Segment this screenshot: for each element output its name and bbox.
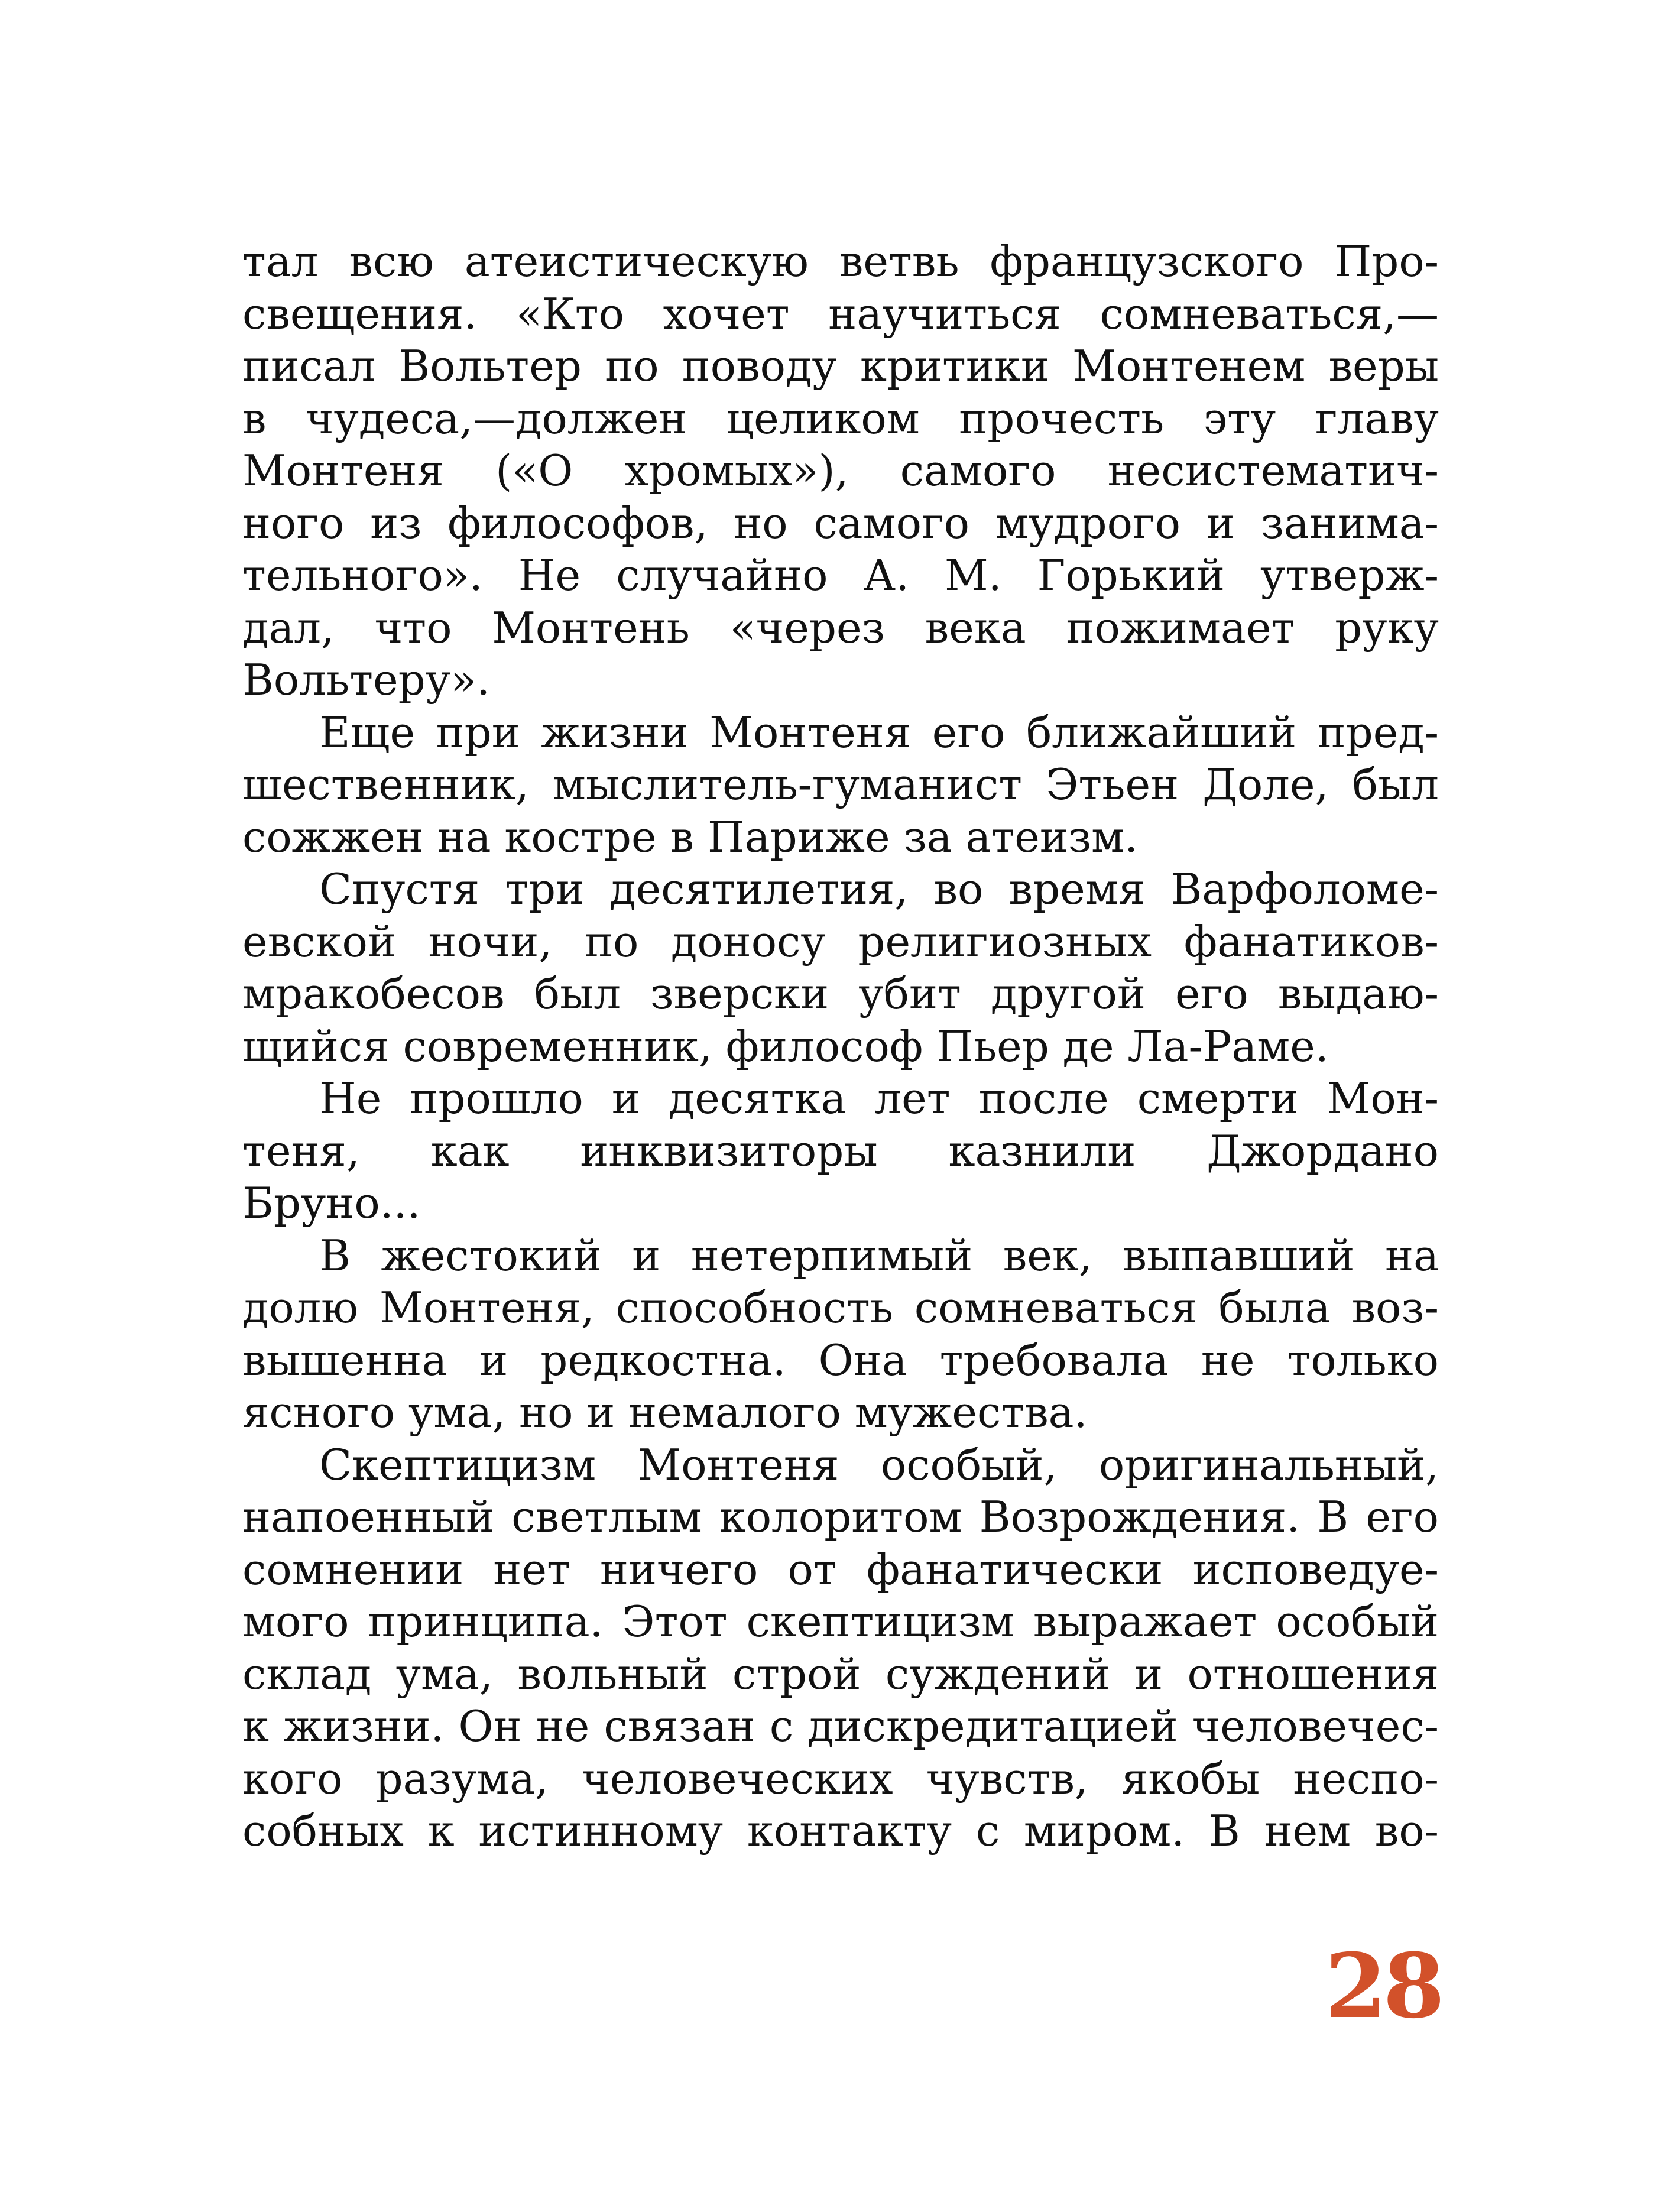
text-line: Бруно... bbox=[242, 1178, 421, 1228]
text-line: сомнении нет ничего от фанатически исповедуе- bbox=[242, 1544, 1439, 1594]
text-line: склад ума, вольный строй суждений и отношения bbox=[242, 1649, 1439, 1699]
text-line: собных к истинному контакту с миром. В нем во- bbox=[242, 1806, 1439, 1856]
text-line: напоенный светлым колоритом Возрождения. В его bbox=[242, 1492, 1439, 1542]
page-number: 28 bbox=[1325, 1934, 1441, 2038]
text-line: свещения. «Кто хочет научиться сомневаться,— bbox=[242, 288, 1439, 339]
text-line: евской ночи, по доносу религиозных фанатиков- bbox=[242, 916, 1439, 967]
text-line: в чудеса,—должен целиком прочесть эту главу bbox=[242, 393, 1439, 443]
text-line: кого разума, человеческих чувств, якобы неспо- bbox=[242, 1753, 1439, 1804]
text-line: теня, как инквизиторы казнили Джордано bbox=[242, 1126, 1439, 1176]
text-line: Монтеня («О хромых»), самого несистематич- bbox=[242, 446, 1439, 495]
body-text bbox=[242, 235, 1439, 1857]
text-line: В жестокий и нетерпимый век, выпавший на bbox=[319, 1230, 1439, 1280]
text-line: щийся современник, философ Пьер де Ла-Раме. bbox=[242, 1021, 1329, 1071]
text-line: шественник, мыслитель-гуманист Этьен Доле, был bbox=[242, 760, 1439, 809]
text-line: тал всю атеистическую ветвь французского Про- bbox=[242, 236, 1439, 286]
text-line: ного из философов, но самого мудрого и занима- bbox=[242, 498, 1439, 548]
text-line: тельного». Не случайно А. М. Горький утверж- bbox=[242, 550, 1439, 600]
text-line: ясного ума, но и немалого мужества. bbox=[242, 1387, 1088, 1437]
text-line: дал, что Монтень «через века пожимает руку bbox=[242, 602, 1439, 653]
text-line: Не прошло и десятка лет после смерти Мон- bbox=[319, 1074, 1439, 1123]
text-line: долю Монтеня, способность сомневаться была воз- bbox=[242, 1283, 1439, 1332]
text-line: мракобесов был зверски убит другой его выдаю- bbox=[242, 969, 1439, 1019]
text-line: Еще при жизни Монтеня его ближайший пред- bbox=[319, 707, 1439, 757]
text-line: Скептицизм Монтеня особый, оригинальный, bbox=[319, 1439, 1439, 1490]
text-line: вышенна и редкостна. Она требовала не только bbox=[242, 1335, 1439, 1385]
text-line: к жизни. Он не связан с дискредитацией человечес- bbox=[242, 1701, 1439, 1751]
text-line: писал Вольтер по поводу критики Монтенем веры bbox=[242, 341, 1439, 391]
text-line: Вольтеру». bbox=[242, 655, 491, 705]
text-line: Спустя три десятилетия, во время Варфоломе- bbox=[319, 864, 1439, 914]
text-line: сожжен на костре в Париже за атеизм. bbox=[242, 812, 1139, 862]
text-line: мого принципа. Этот скептицизм выражает особый bbox=[242, 1597, 1439, 1646]
